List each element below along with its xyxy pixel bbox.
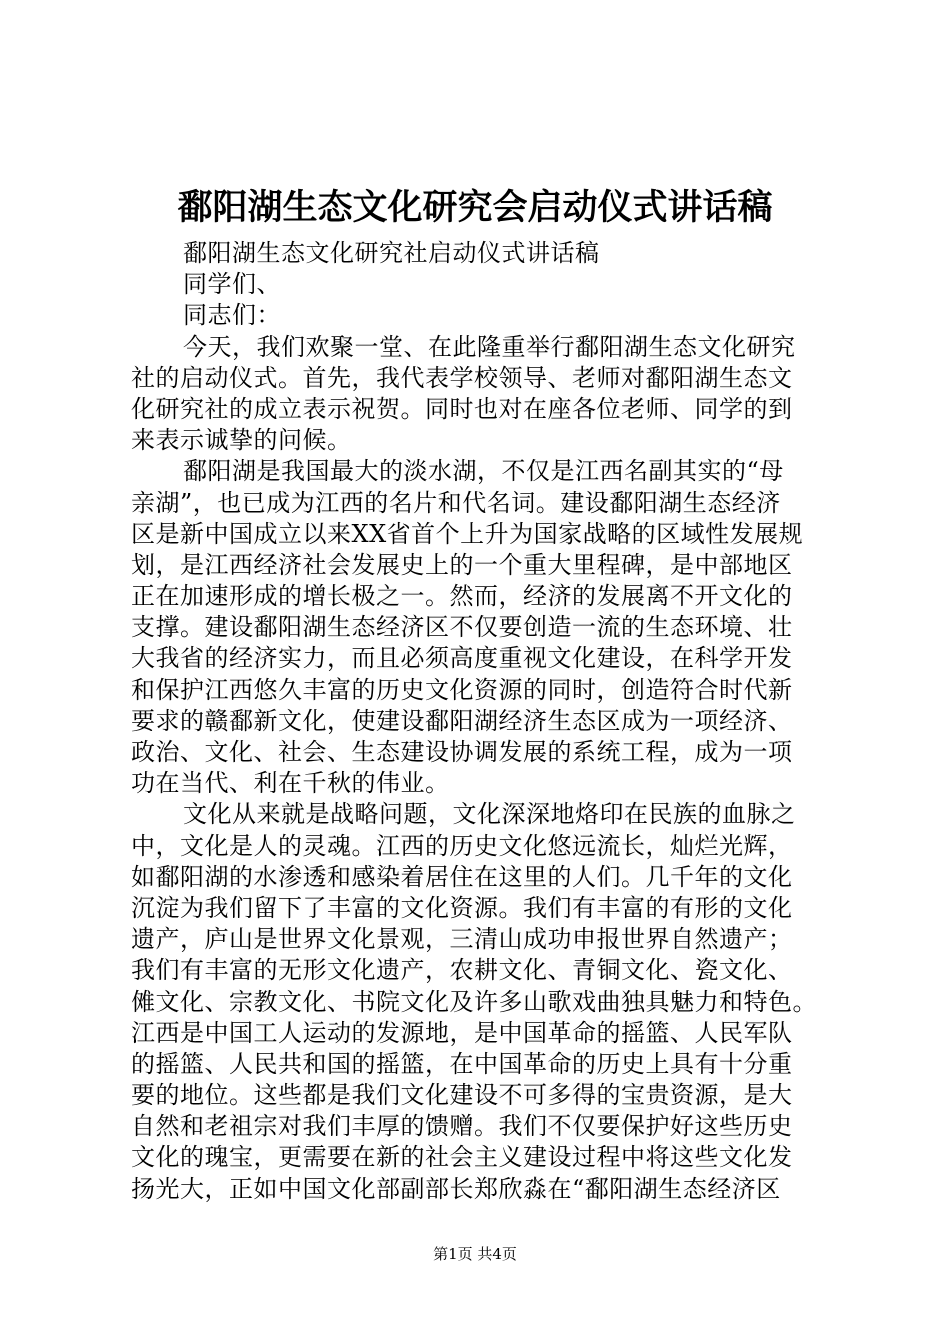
body-line: 亲湖”，也已成为江西的名片和代名词。建设鄱阳湖生态经济: [131, 488, 781, 517]
body-line: 区是新中国成立以来XX省首个上升为国家战略的区域性发展规: [131, 519, 804, 548]
body-line: 化研究社的成立表示祝贺。同时也对在座各位老师、同学的到: [131, 394, 793, 423]
body-line: 支撑。建设鄱阳湖生态经济区不仅要创造一流的生态环境、壮: [131, 613, 793, 642]
body-line: 中，文化是人的灵魂。江西的历史文化悠远流长，灿烂光辉，: [131, 831, 793, 860]
body-line: 社的启动仪式。首先，我代表学校领导、老师对鄱阳湖生态文: [131, 363, 793, 392]
body-line: 我们有丰富的无形文化遗产，农耕文化、青铜文化、瓷文化、: [131, 956, 793, 985]
body-line: 正在加速形成的增长极之一。然而，经济的发展离不开文化的: [131, 582, 793, 611]
body-line: 功在当代、利在千秋的伟业。: [131, 769, 450, 798]
body-line: 划，是江西经济社会发展史上的一个重大里程碑，是中部地区: [131, 550, 793, 579]
body-line: 鄱阳湖生态文化研究社启动仪式讲话稿: [183, 239, 600, 267]
body-line: 如鄱阳湖的水渗透和感染着居住在这里的人们。几千年的文化: [131, 862, 793, 891]
body-line: 沉淀为我们留下了丰富的文化资源。我们有丰富的有形的文化: [131, 893, 793, 922]
body-line: 同志们：: [183, 301, 281, 330]
body-line: 江西是中国工人运动的发源地，是中国革命的摇篮、人民军队: [131, 1018, 793, 1047]
body-line: 和保护江西悠久丰富的历史文化资源的同时，创造符合时代新: [131, 675, 793, 704]
body-line: 扬光大，正如中国文化部副部长郑欣淼在“鄱阳湖生态经济区: [131, 1174, 781, 1203]
page-footer: 第1页 共4页: [433, 1245, 517, 1263]
body-line: 今天，我们欢聚一堂、在此隆重举行鄱阳湖生态文化研究: [183, 332, 796, 361]
document-title: 鄱阳湖生态文化研究会启动仪式讲话稿: [177, 187, 773, 228]
body-line: 遗产，庐山是世界文化景观，三清山成功申报世界自然遗产；: [131, 925, 793, 954]
body-line: 政治、文化、社会、生态建设协调发展的系统工程，成为一项: [131, 738, 793, 766]
body-line: 傩文化、宗教文化、书院文化及许多山歌戏曲独具魅力和特色。: [131, 987, 817, 1016]
body-line: 大我省的经济实力，而且必须高度重视文化建设，在科学开发: [131, 644, 793, 673]
body-line: 的摇篮、人民共和国的摇篮，在中国革命的历史上具有十分重: [131, 1049, 793, 1078]
body-line: 要的地位。这些都是我们文化建设不可多得的宝贵资源，是大: [131, 1081, 793, 1110]
body-line: 文化从来就是战略问题，文化深深地烙印在民族的血脉之: [183, 800, 796, 829]
document-body: [131, 238, 831, 1205]
body-line: 文化的瑰宝，更需要在新的社会主义建设过程中将这些文化发: [131, 1143, 793, 1172]
body-line: 同学们、: [183, 270, 281, 299]
body-line: 要求的赣鄱新文化，使建设鄱阳湖经济生态区成为一项经济、: [131, 706, 793, 735]
body-line: 鄱阳湖是我国最大的淡水湖，不仅是江西名副其实的“母: [183, 457, 784, 486]
body-line: 来表示诚挚的问候。: [131, 426, 352, 455]
body-line: 自然和老祖宗对我们丰厚的馈赠。我们不仅要保护好这些历史: [131, 1112, 793, 1141]
